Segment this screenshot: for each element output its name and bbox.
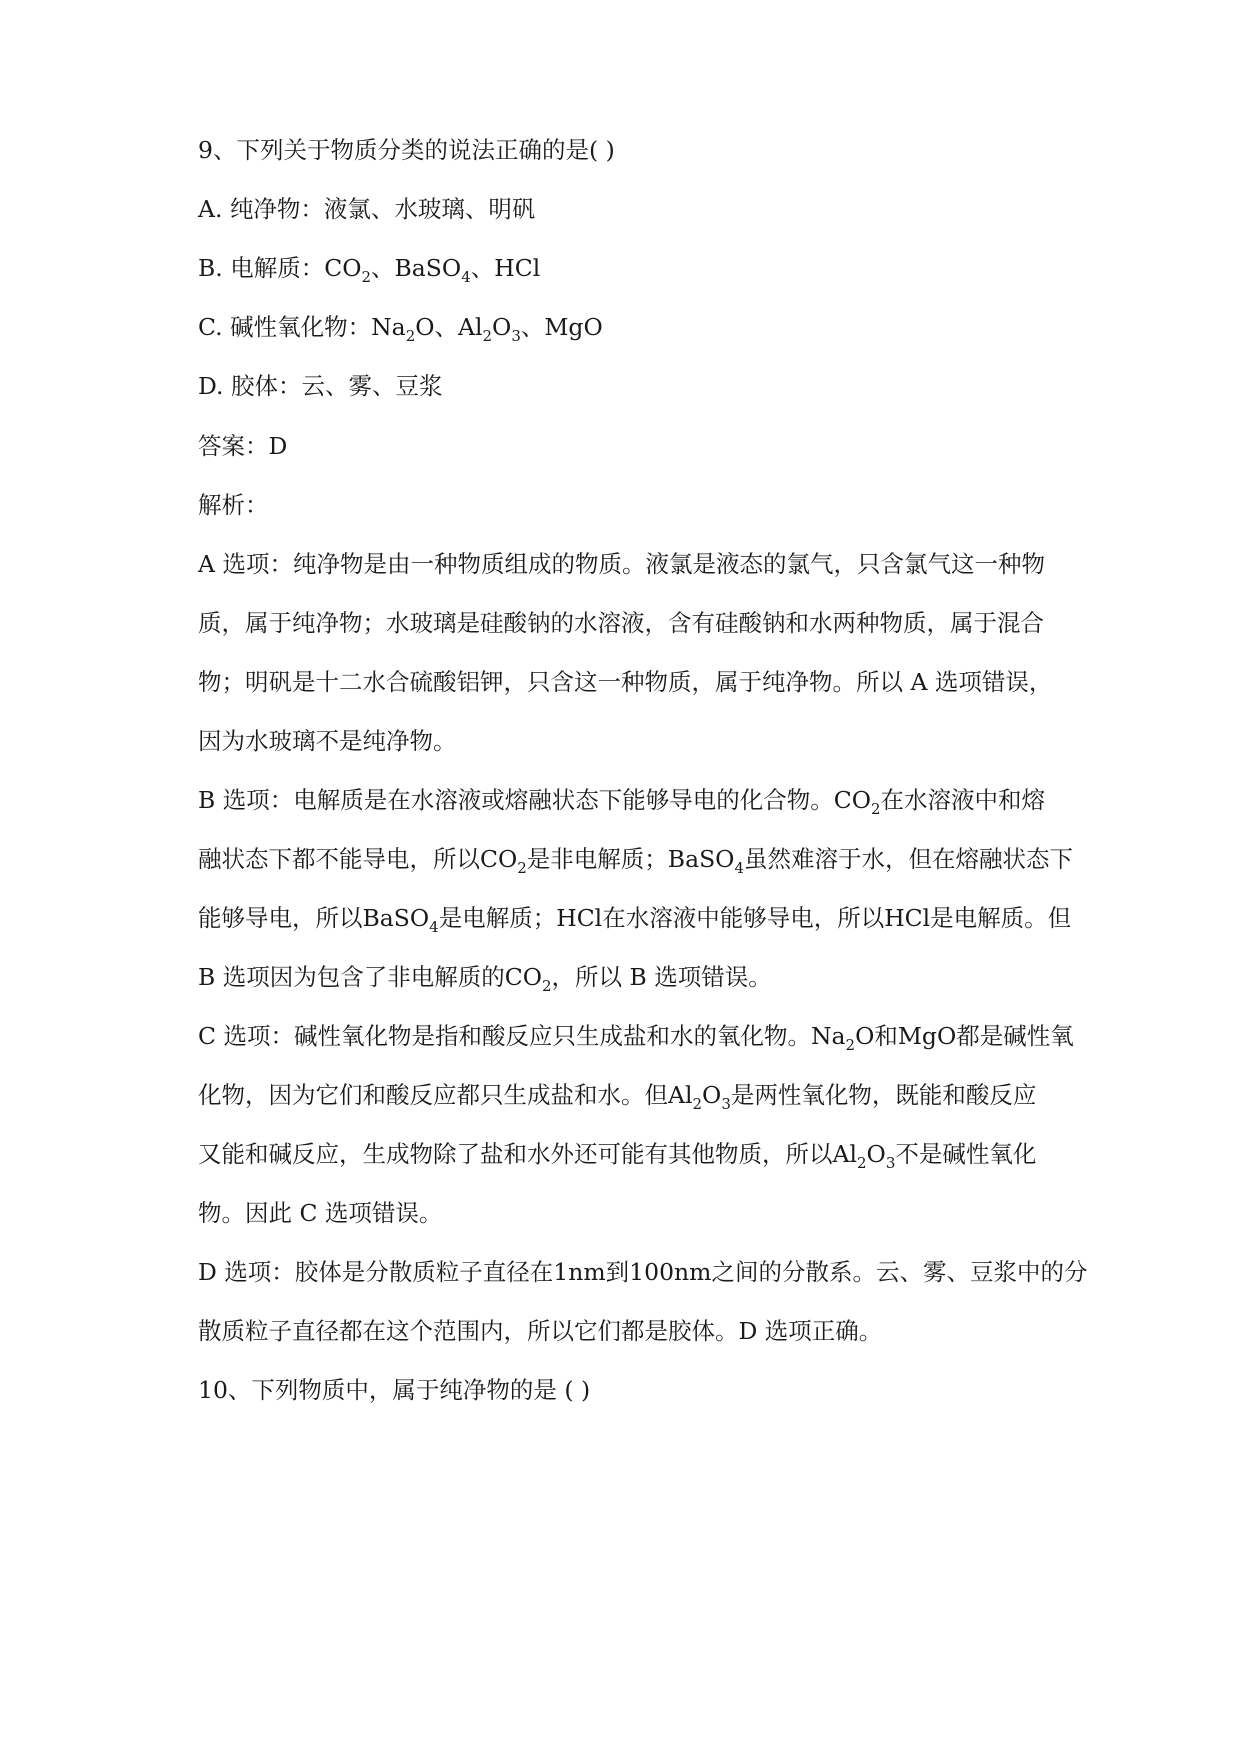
option-label: D. bbox=[198, 372, 224, 400]
option-label: C. bbox=[198, 313, 223, 341]
analysis-line: 化物，因为它们和酸反应都只生成盐和水。但$Al_2O_3$是两性氧化物，既能和酸反应 bbox=[198, 1081, 1037, 1113]
option-label: B. bbox=[198, 254, 223, 282]
option-text: 胶体：云、雾、豆浆 bbox=[230, 372, 443, 400]
analysis-line: C 选项：碱性氧化物是指和酸反应只生成盐和水的氧化物。$Na_2O$和MgO都是碱性氧 bbox=[198, 1022, 1074, 1054]
option-label: A. bbox=[198, 195, 223, 223]
analysis-line: 能够导电，所以BaSO$_4$是电解质；HCl在水溶液中能够导电，所以HCl是电解质。但 bbox=[198, 904, 1072, 936]
option-text: 纯净物：液氯、水玻璃、明矾 bbox=[229, 195, 536, 223]
analysis-heading: 解析： bbox=[198, 491, 269, 519]
answer-line: 答案：D bbox=[198, 432, 288, 460]
option-text: 碱性氧化物：$Na_2O$、$Al_2O_3$、MgO bbox=[230, 313, 603, 345]
option-a bbox=[198, 193, 1098, 225]
analysis-line: A 选项：纯净物是由一种物质组成的物质。液氯是液态的氯气，只含氯气这一种物 bbox=[198, 550, 1045, 578]
option-text: 电解质：$CO_2$、BaSO$_4$、HCl bbox=[230, 254, 541, 286]
option-b bbox=[198, 252, 1098, 284]
option-c bbox=[198, 311, 1098, 343]
analysis-line: 又能和碱反应，生成物除了盐和水外还可能有其他物质，所以$Al_2O_3$不是碱性氧化 bbox=[198, 1140, 1037, 1172]
question-10-stem: 10、下列物质中，属于纯净物的是 ( ) bbox=[198, 1376, 591, 1404]
analysis-line: 因为水玻璃不是纯净物。 bbox=[198, 727, 457, 755]
analysis-line: 质，属于纯净物；水玻璃是硅酸钠的水溶液，含有硅酸钠和水两种物质，属于混合 bbox=[198, 609, 1044, 637]
question-9-stem: 9、下列关于物质分类的说法正确的是( ) bbox=[198, 136, 615, 164]
analysis-line: 物。因此 C 选项错误。 bbox=[198, 1199, 443, 1227]
analysis-line: B 选项因为包含了非电解质的$CO_2$，所以 B 选项错误。 bbox=[198, 963, 772, 995]
option-d bbox=[198, 370, 1098, 402]
analysis-line: 融状态下都不能导电，所以$CO_2$是非电解质；BaSO$_4$虽然难溶于水，但在熔融状态下 bbox=[198, 845, 1073, 877]
analysis-line: B 选项：电解质是在水溶液或熔融状态下能够导电的化合物。$CO_2$在水溶液中和熔 bbox=[198, 786, 1046, 818]
analysis-line: D 选项：胶体是分散质粒子直径在1nm到100nm之间的分散系。云、雾、豆浆中的分 bbox=[198, 1258, 1088, 1286]
analysis-line: 物；明矾是十二水合硫酸铝钾，只含这一种物质，属于纯净物。所以 A 选项错误， bbox=[198, 668, 1053, 696]
analysis-line: 散质粒子直径都在这个范围内，所以它们都是胶体。D 选项正确。 bbox=[198, 1317, 883, 1345]
